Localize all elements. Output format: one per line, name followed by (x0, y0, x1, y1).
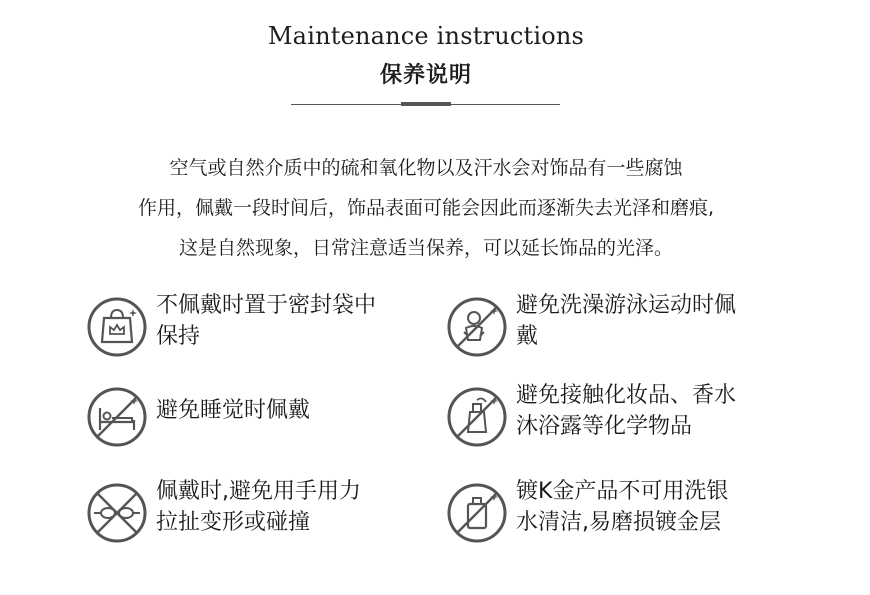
tip-line: 水清洁,易磨损镀金层 (516, 510, 721, 535)
tip-text (156, 476, 426, 538)
no-cosmetics-icon (446, 386, 508, 448)
tip-line: 拉扯变形或碰撞 (156, 510, 311, 535)
title-chinese: 保养说明 (379, 63, 472, 88)
intro-line: 空气或自然介质中的硫和氧化物以及汗水会对饰品有一些腐蚀 (169, 157, 683, 179)
title-english: Maintenance instructions (267, 22, 585, 50)
no-swimming-icon (446, 296, 508, 358)
tip-line: 镀K金产品不可用洗银 (516, 479, 729, 504)
tip-text (156, 395, 426, 426)
no-silver-cleaner-icon (446, 482, 508, 544)
intro-line: 作用，佩戴一段时间后，饰品表面可能会因此而逐渐失去光泽和磨痕, (137, 197, 715, 219)
no-sleeping-icon (86, 386, 148, 448)
tip-line: 不佩戴时置于密封袋中 (156, 293, 377, 318)
intro-line: 这是自然现象，日常注意适当保养，可以延长饰品的光泽。 (178, 237, 673, 259)
sealed-bag-icon (86, 296, 148, 358)
tip-line: 戴 (516, 324, 539, 349)
intro-paragraph (0, 148, 852, 268)
tip-line: 保持 (156, 324, 201, 349)
tip-text (516, 380, 786, 442)
tip-line: 佩戴时,避免用手用力 (156, 479, 361, 504)
tip-line: 避免洗澡游泳运动时佩 (516, 293, 737, 318)
tip-line: 沐浴露等化学物品 (516, 414, 693, 439)
tip-text (516, 290, 786, 352)
tip-text (156, 290, 426, 352)
tip-line: 避免睡觉时佩戴 (156, 398, 311, 423)
no-pulling-icon (86, 482, 148, 544)
tip-line: 避免接触化妆品、香水 (516, 383, 737, 408)
divider-accent (401, 102, 451, 106)
tip-text (516, 476, 786, 538)
